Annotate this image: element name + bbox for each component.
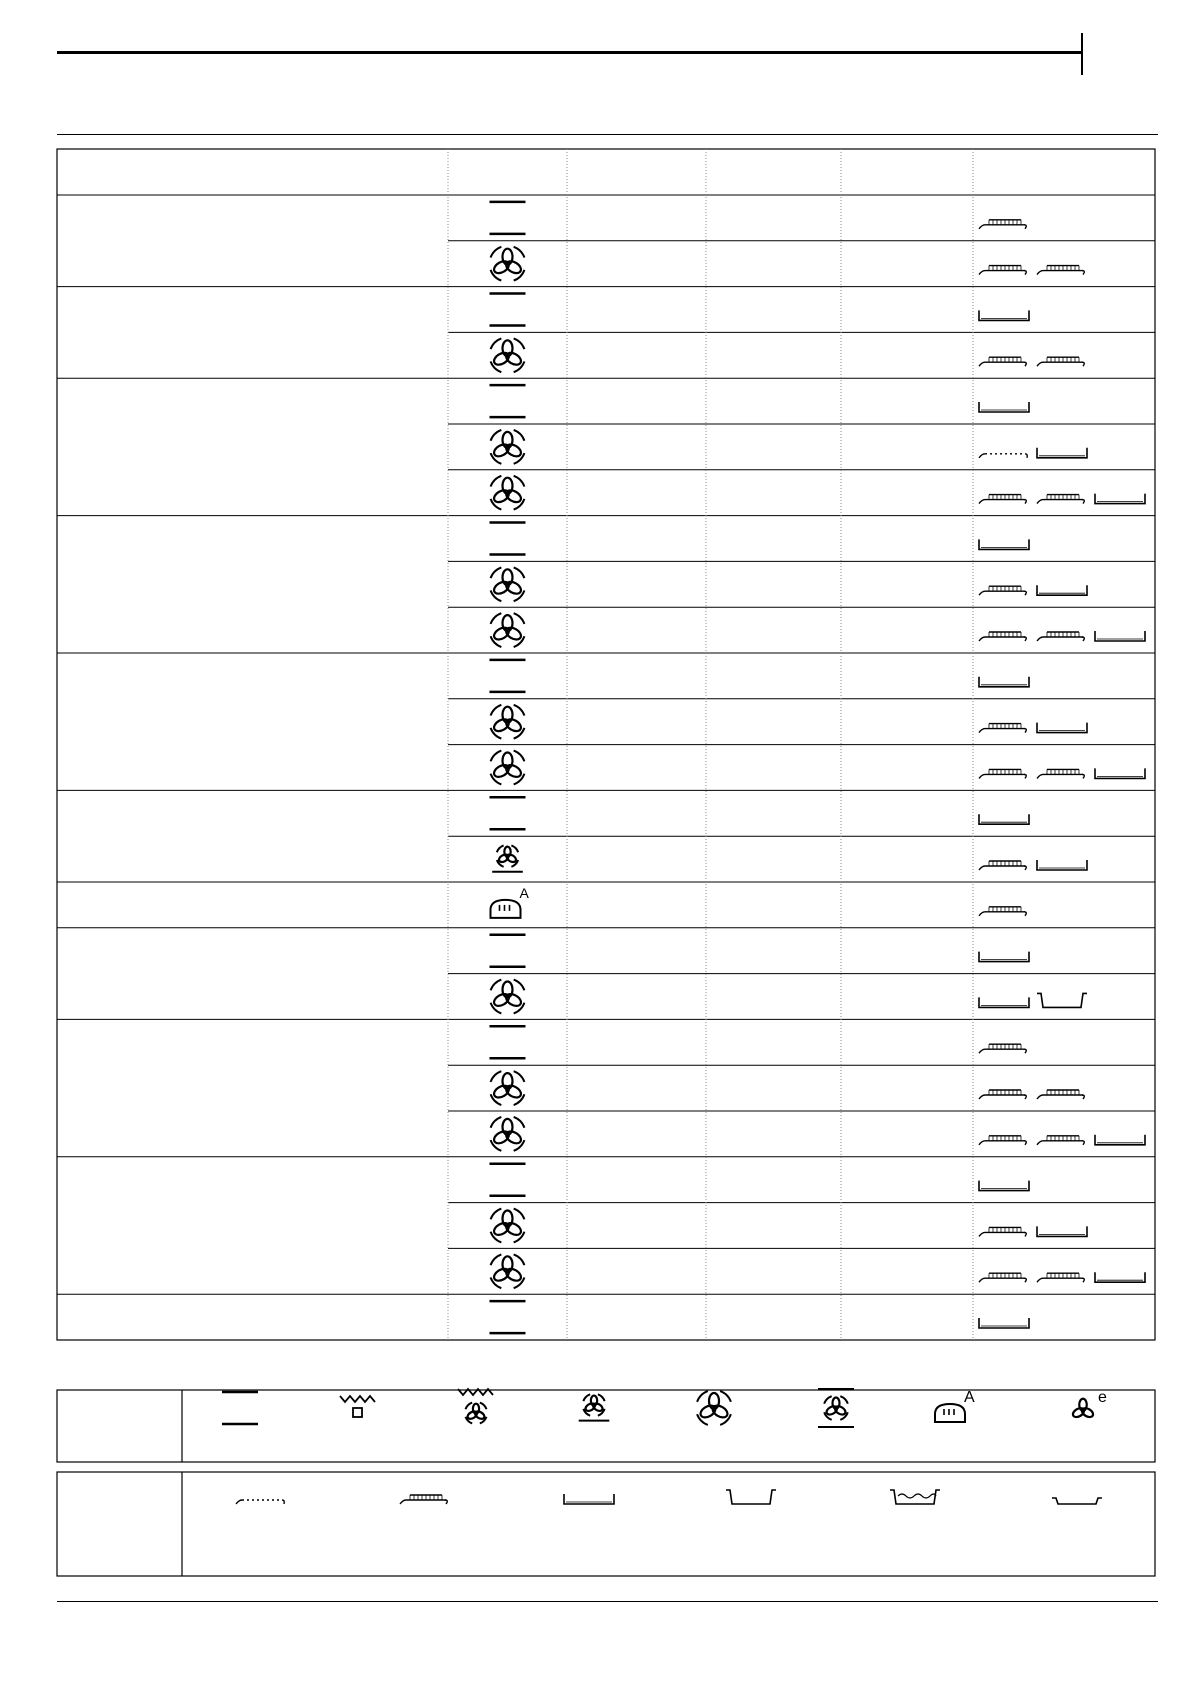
grill-small-icon: [340, 1396, 375, 1417]
water-pan-icon: [890, 1490, 940, 1504]
shallow-dish-icon: [1052, 1498, 1102, 1504]
fan-top-bottom-icon: [818, 1389, 854, 1427]
deep-pan-icon: [726, 1490, 776, 1504]
grid-shelf-icon: [236, 1500, 284, 1504]
footer-rule: [57, 1601, 1158, 1602]
baking-tray-icon: [564, 1494, 614, 1504]
fan-bottom-icon: [579, 1394, 610, 1420]
icon-superscript: A: [964, 1389, 975, 1406]
eco-fan-icon: [1071, 1389, 1107, 1419]
bread-auto-icon: [935, 1389, 975, 1422]
wire-rack-icon: [400, 1495, 447, 1504]
svg-text:A: A: [519, 884, 529, 901]
fan-ring-icon: [697, 1391, 731, 1425]
top-bottom-icon: [222, 1392, 258, 1424]
icon-superscript: e: [1098, 1389, 1107, 1406]
grill-fan-icon: [458, 1389, 493, 1423]
